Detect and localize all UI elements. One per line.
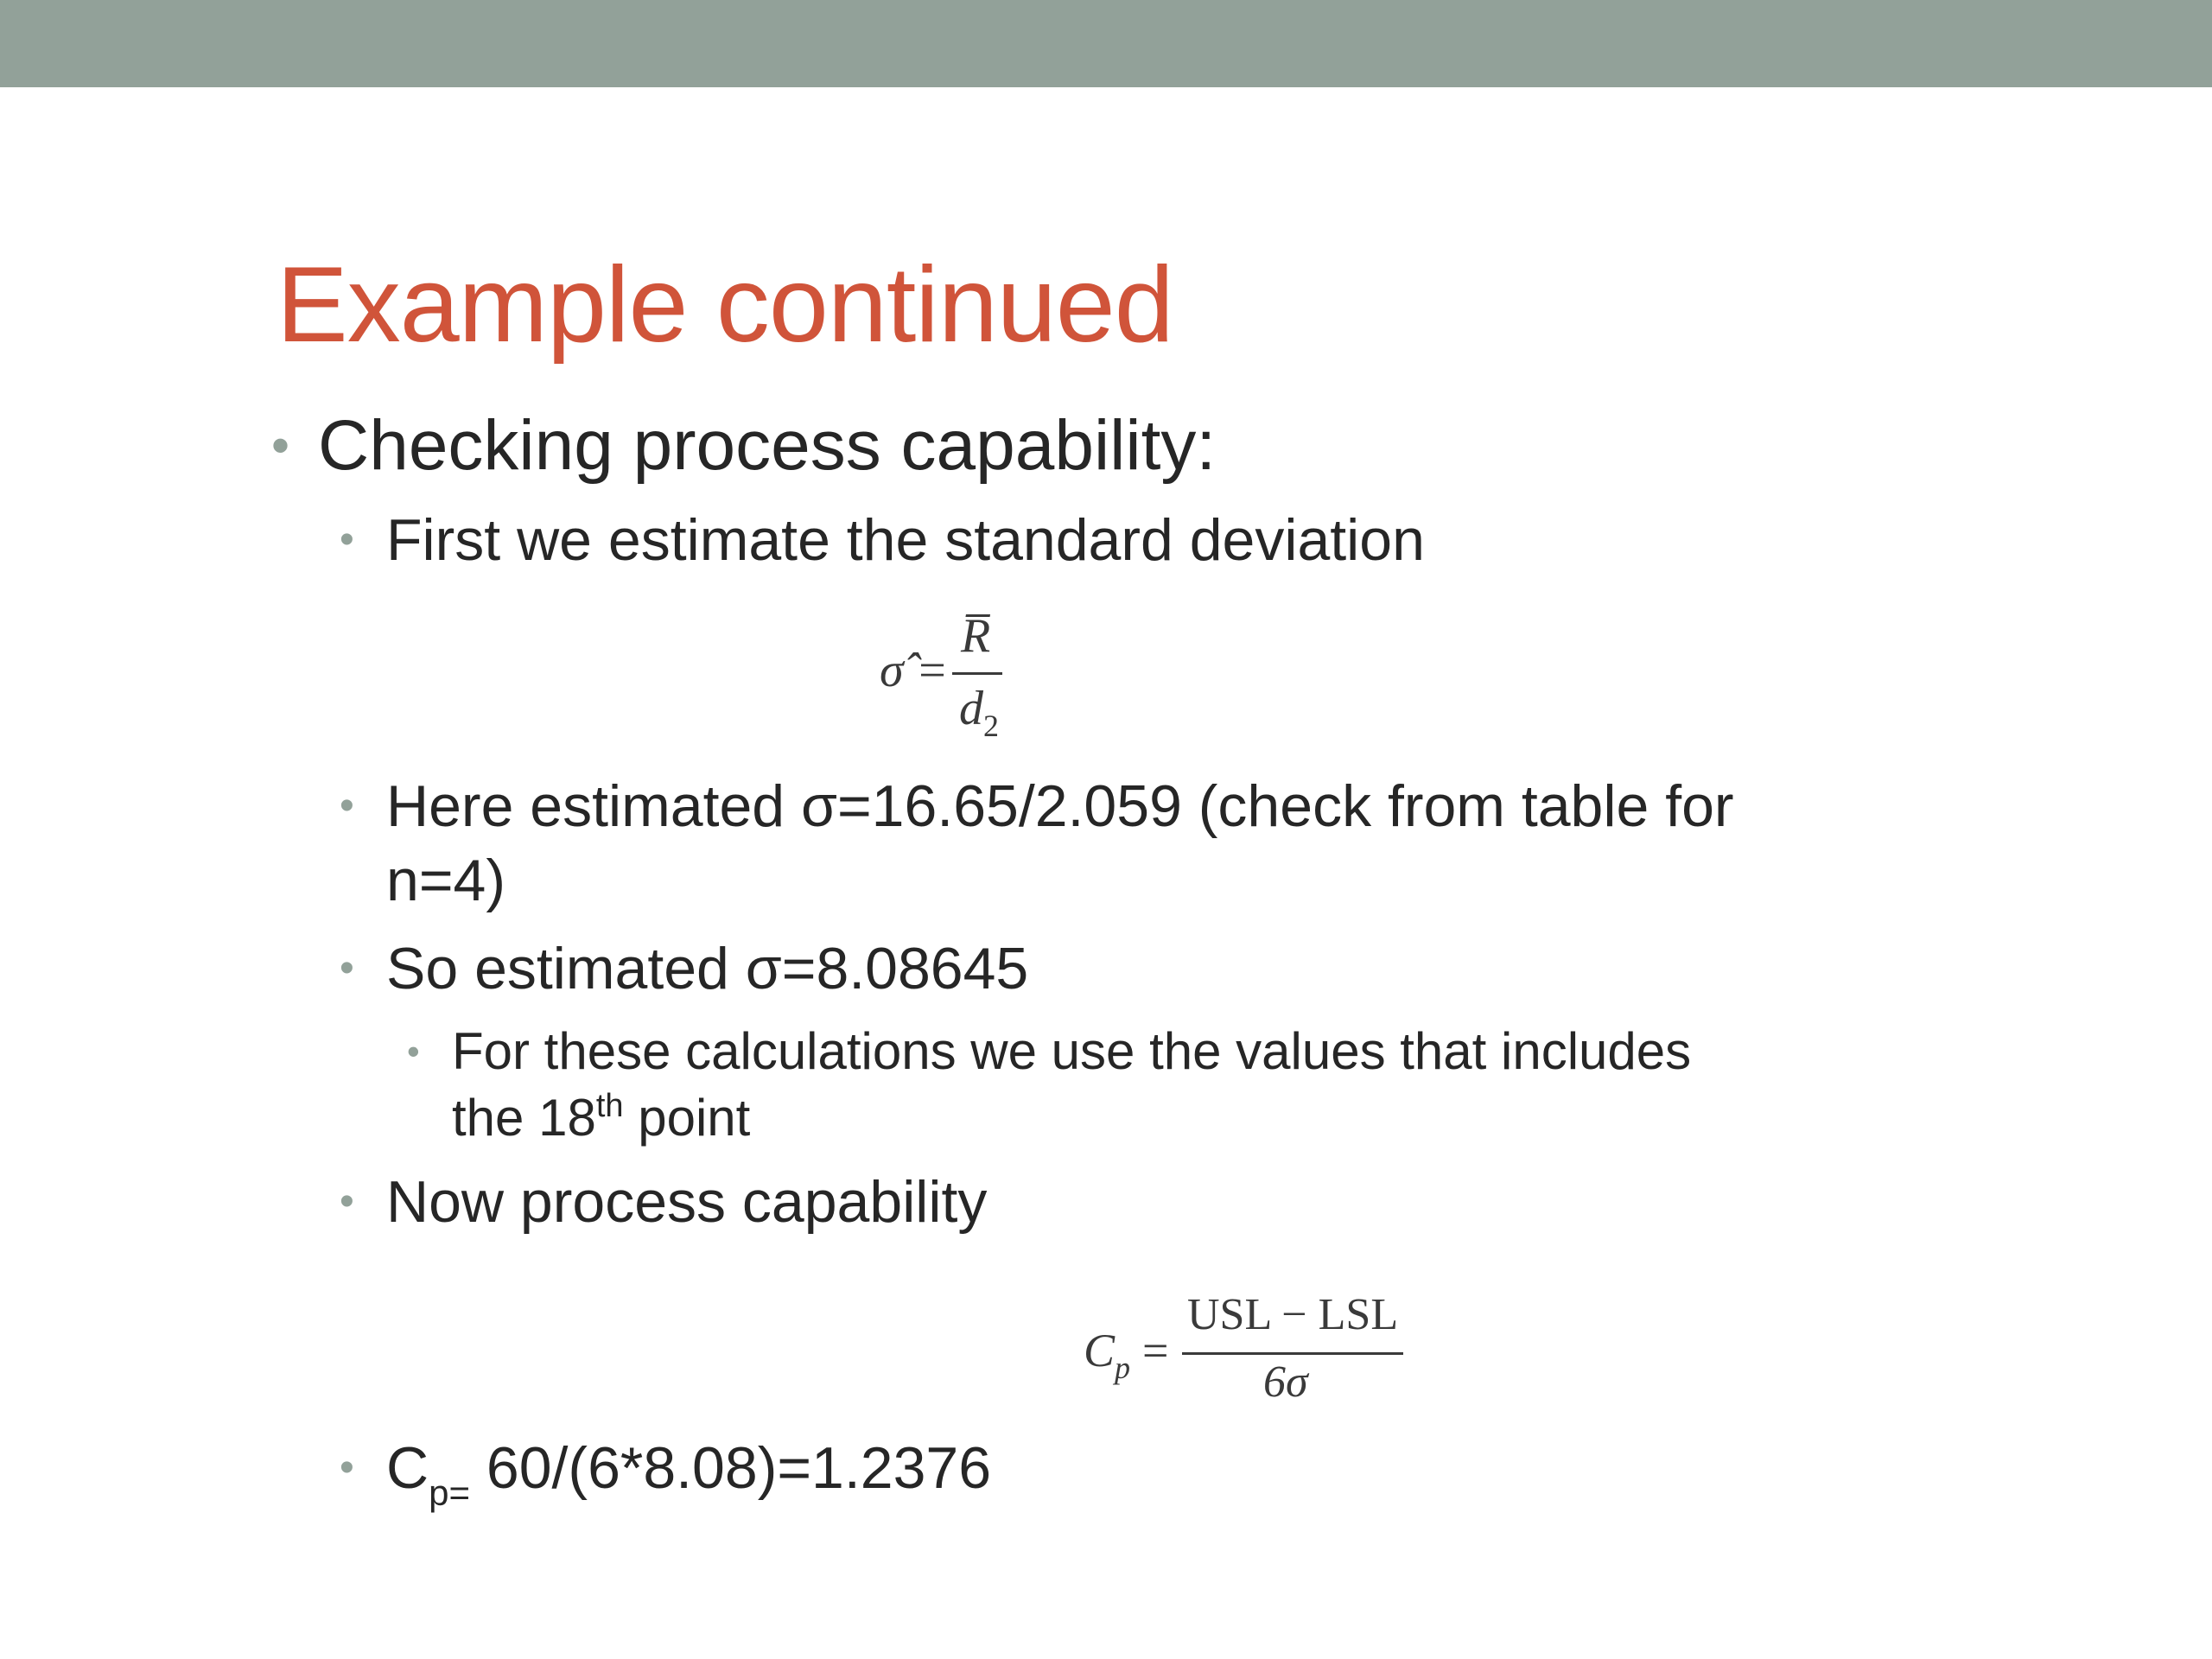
fraction-bar [952,672,1002,675]
bullet-text: n=4) [386,848,505,913]
bullet-here-estimated [340,769,1734,843]
bullet-dot-icon: • [340,783,354,829]
bullet-dot-icon: • [340,1445,354,1491]
bullet-text: Here estimated σ=16.65/2.059 (check from table for [386,773,1734,839]
bullet-text: So estimated σ=8.08645 [386,936,1029,1001]
bullet-text: Now process capability [386,1169,988,1235]
formula-lhs: $C_p$ [1084,1325,1131,1385]
note-text: the 18 [452,1089,596,1147]
bullet-dot-icon: • [340,1179,354,1224]
bullet-here-estimated-cont [386,843,505,918]
header-bar [0,0,2212,87]
bullet-text: For these calculations we use the values that includes [452,1022,1692,1080]
bullet-text: First we estimate the standard deviation [386,507,1425,573]
bullet-estimate-sd [340,503,1425,577]
formula-equals: = [1142,1325,1169,1376]
formula-numerator: USL − LSL [1187,1290,1399,1339]
bullet-dot-icon: • [271,416,290,474]
cp-subscript: p= [429,1472,470,1513]
formula-denominator: $d_2$ [959,682,999,743]
bullet-calculations-note [407,1018,1692,1085]
bullet-cp-result [340,1431,992,1513]
note-text-end: point [623,1089,751,1147]
formula-lhs: σ̂ = [880,644,949,697]
bullet-now-capability [340,1165,988,1239]
bullet-calculations-note-cont [452,1084,750,1152]
bullet-dot-icon: • [340,945,354,991]
bullet-dot-icon: • [340,517,354,563]
bullet-dot-icon: • [407,1031,420,1071]
cp-symbol: C [386,1435,429,1501]
bullet-checking-capability [271,403,1217,489]
sigma-hat-formula [873,605,1020,752]
bullet-text: Checking process capability: [318,406,1217,485]
slide-title: Example continued [276,245,1173,365]
formula-denominator: 6σ [1263,1357,1308,1407]
bullet-so-estimated [340,931,1029,1006]
fraction-bar [1182,1352,1403,1355]
cp-formula [1080,1287,1408,1417]
formula-numerator: R̅ [961,609,991,663]
cp-value: 60/(6*8.08)=1.2376 [470,1435,992,1501]
note-superscript: th [595,1088,624,1124]
